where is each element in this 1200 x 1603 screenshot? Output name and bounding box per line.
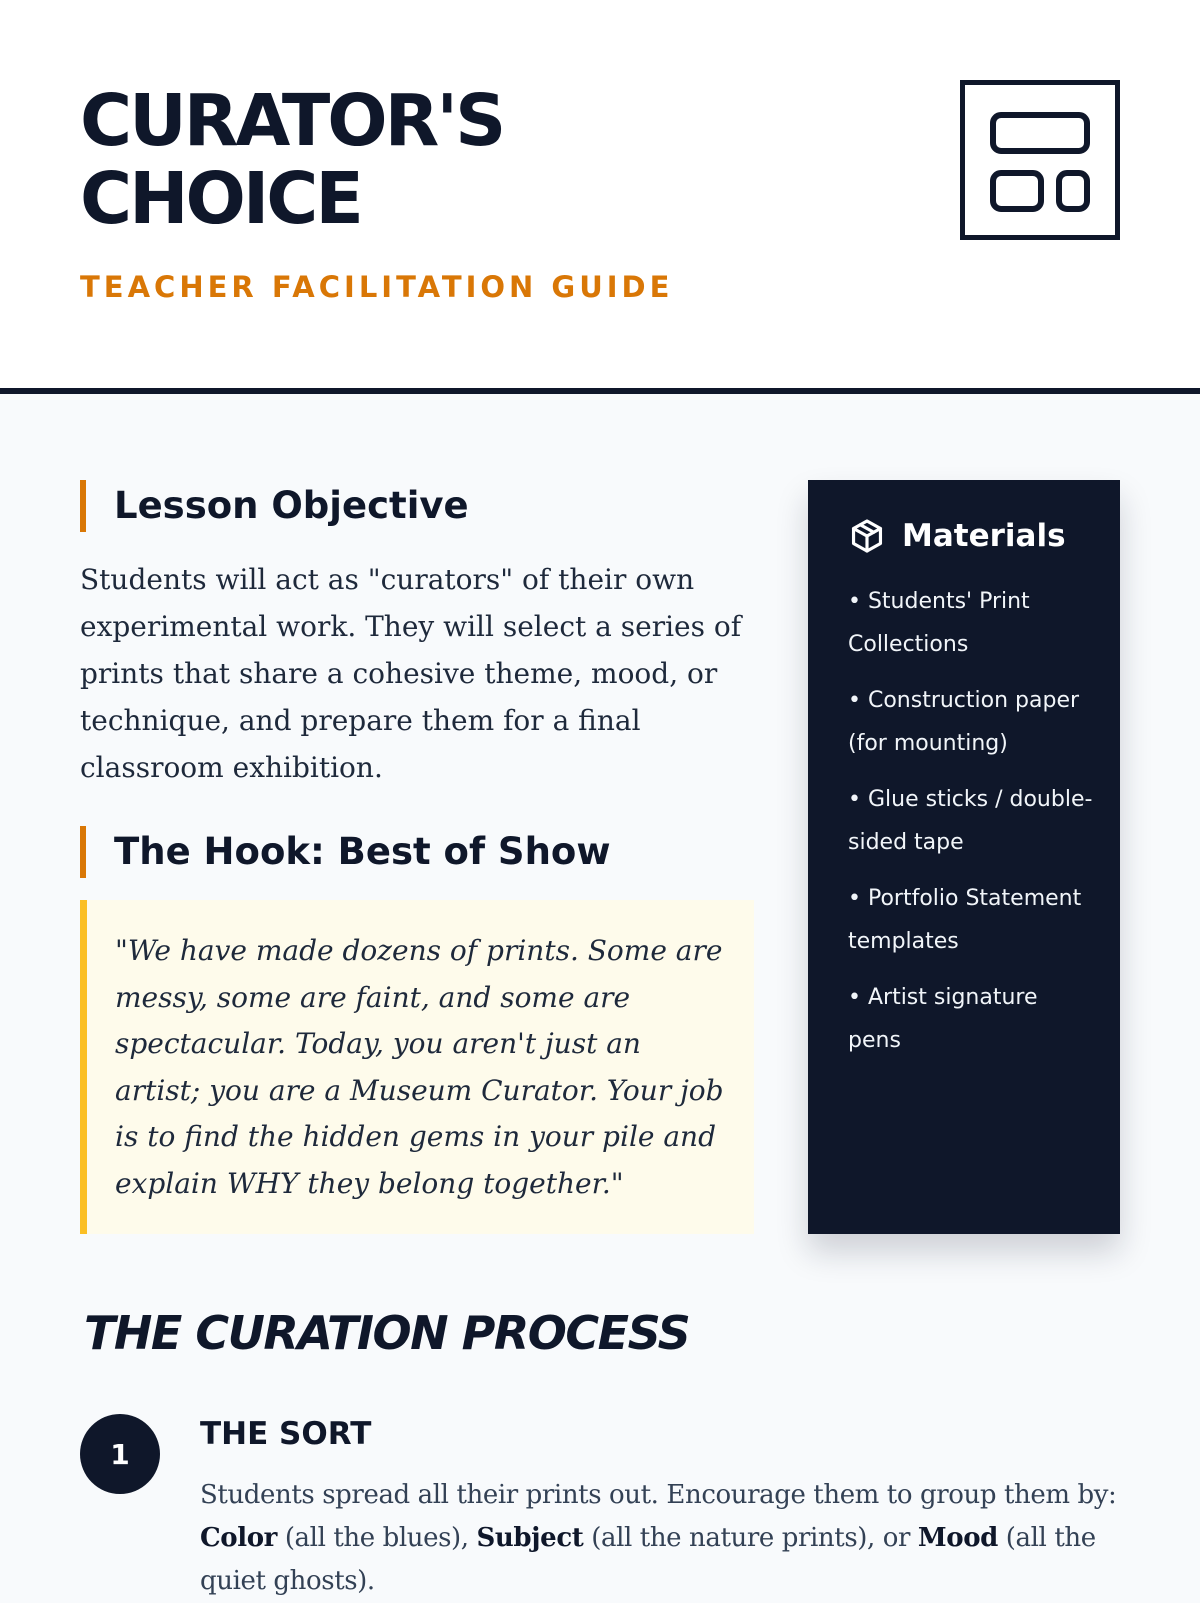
step-title: THE SORT [200,1416,372,1452]
objective-text: Students will act as "curators" of their own experimental work. They will select a series of prints that share a cohesive theme, mood, or technique, and prepare them for a final classroom exhibition. [80,563,742,784]
step-detail: (all the quiet ghosts). [200,1523,1096,1596]
layout-grid-icon [960,80,1120,240]
materials-panel [808,480,1120,1234]
step-number-badge: 1 [80,1414,160,1494]
objective-heading: Lesson Objective [80,480,469,532]
materials-title: Materials [902,518,1066,554]
step-detail: (all the blues), [276,1523,477,1553]
hook-quote-box [80,900,754,1234]
step-detail: (all the nature prints), or [583,1523,918,1553]
materials-item: • Artist signature pens [848,985,1038,1053]
title-line-2: CHOICE [80,157,361,240]
process-title: THE CURATION PROCESS [84,1306,690,1360]
materials-item: • Students' Print Collections [848,589,1030,657]
page-subtitle: TEACHER FACILITATION GUIDE [80,270,674,304]
materials-heading [848,516,1096,556]
package-icon [848,517,886,555]
step-intro: Students spread all their prints out. Encourage them to group them by: [200,1480,1117,1510]
materials-item: • Portfolio Statement templates [848,886,1082,954]
materials-item: • Glue sticks / double-sided tape [848,787,1093,855]
materials-list [848,580,1096,1062]
hook-heading: The Hook: Best of Show [80,826,611,878]
title-line-1: CURATOR'S [80,79,504,162]
hook-quote: "We have made dozens of prints. Some are messy, some are faint, and some are spectacular. Today, you aren't just an artist; you are a Museum Curator. Your job is to find the hidden gems in your pile and explain WHY they belong together." [115,934,724,1200]
step-term-subject: Subject [476,1523,584,1553]
step-term-color: Color [200,1523,277,1553]
page-header [0,0,1200,394]
step-term-mood: Mood [917,1523,998,1553]
step-description [200,1474,1120,1603]
page-title [80,79,504,240]
materials-item: • Construction paper (for mounting) [848,688,1080,756]
